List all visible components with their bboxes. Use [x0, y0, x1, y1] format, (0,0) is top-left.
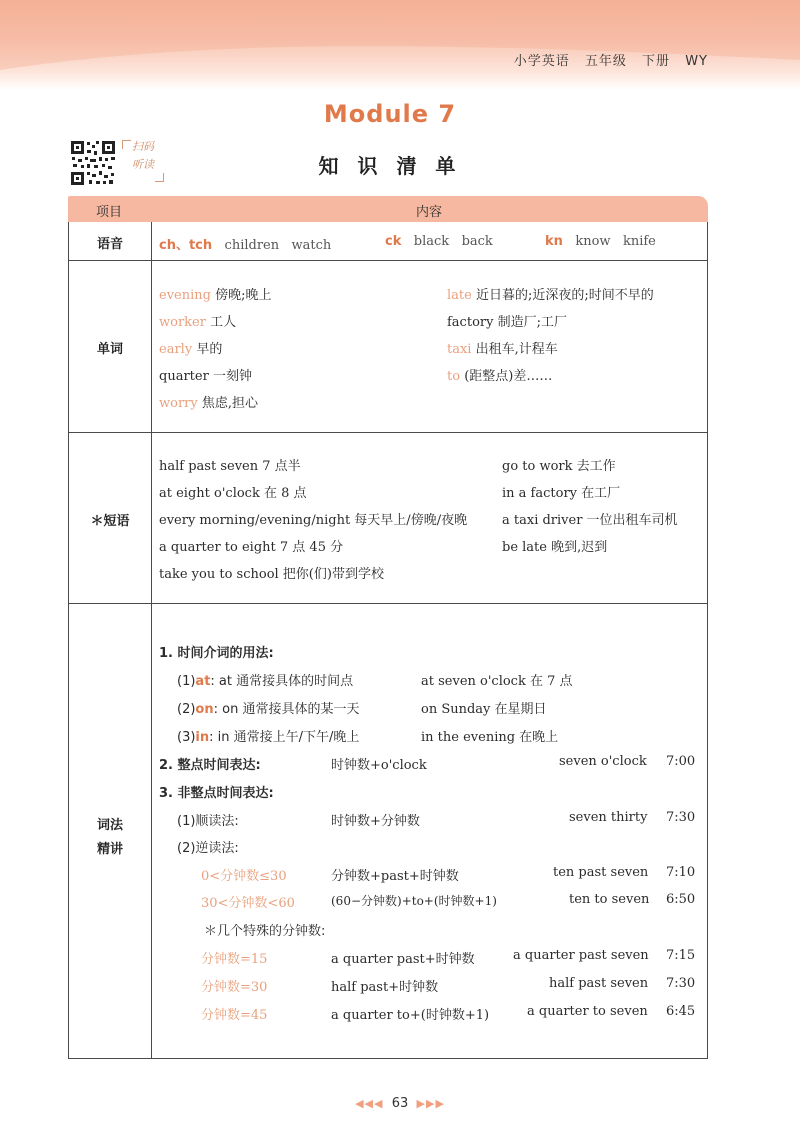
formula: half past+时钟数 [331, 980, 439, 995]
grammar-rule [177, 726, 359, 745]
formula: a quarter past+时钟数 [331, 952, 475, 967]
row-label-grammar-2: 精讲 [96, 842, 123, 857]
page-footer [0, 1096, 800, 1111]
header-col-item: 项目 [95, 205, 122, 220]
word-en: factory [447, 315, 494, 330]
formula-example: ten past seven [553, 865, 649, 880]
column-divider [151, 222, 152, 1058]
word-cn: 一刻钟 [212, 369, 252, 384]
phonics-word: back [461, 234, 493, 249]
phrase-item: a taxi driver 一位出租车司机 [502, 513, 678, 528]
word-en: taxi [447, 342, 472, 357]
row-label-phrases: ＊短语 [90, 514, 130, 529]
phonics-content [159, 234, 331, 253]
word-en: quarter [159, 369, 209, 384]
phrase-item: half past seven 7 点半 [159, 459, 301, 474]
word-item [447, 365, 552, 384]
method-label: (2)逆读法: [177, 841, 239, 856]
rule-prefix: (1) [177, 674, 196, 689]
phonics-sound: kn [545, 234, 563, 249]
row-divider [69, 432, 707, 433]
word-item [159, 392, 258, 411]
word-cn: 焦虑,担心 [201, 396, 259, 411]
rule-key: at [195, 674, 211, 689]
book-grade: 五年级 [584, 54, 627, 69]
condition: 分钟数=15 [201, 952, 268, 967]
phonics-sound: ck [385, 234, 402, 249]
book-edition: WY [685, 54, 708, 69]
word-cn: 傍晚;晚上 [215, 288, 272, 303]
word-item [447, 338, 558, 357]
table-header [68, 196, 708, 222]
word-item [159, 338, 222, 357]
phonics-word: black [413, 234, 450, 249]
phonics-word: know [575, 234, 611, 249]
word-item [159, 284, 272, 303]
special-note: ＊几个特殊的分钟数: [204, 924, 326, 939]
formula-time: 6:45 [666, 1004, 696, 1019]
phrase-item: at eight o'clock 在 8 点 [159, 486, 307, 501]
word-item [159, 365, 252, 384]
formula: a quarter to+(时钟数+1) [331, 1008, 490, 1023]
phonics-content [545, 234, 656, 249]
formula-example: seven thirty [569, 810, 648, 825]
rule-key: on [195, 702, 214, 717]
formula-time: 6:50 [666, 892, 696, 907]
phrase-item: every morning/evening/night 每天早上/傍晚/夜晚 [159, 513, 468, 528]
rule-text: : at 通常接具体的时间点 [210, 674, 354, 689]
phonics-content [385, 234, 493, 249]
formula-example: a quarter past seven [513, 948, 649, 963]
word-cn: 近日暮的;近深夜的;时间不早的 [475, 288, 654, 303]
word-en: to [447, 369, 461, 384]
grammar-section-title: 3. 非整点时间表达: [159, 786, 274, 801]
row-label-words: 单词 [96, 342, 123, 357]
phrase-item: be late 晚到,迟到 [502, 540, 608, 555]
word-en: late [447, 288, 472, 303]
phonics-word: children [224, 238, 280, 253]
row-label-phonics: 语音 [96, 237, 123, 252]
phonics-word: watch [291, 238, 332, 253]
phrase-item: go to work 去工作 [502, 459, 616, 474]
page-number: 63 [391, 1096, 409, 1111]
phonics-sound: ch、tch [159, 238, 213, 253]
formula-time: 7:00 [666, 754, 696, 769]
formula-example: a quarter to seven [527, 1004, 648, 1019]
formula-example: seven o'clock [559, 754, 647, 769]
formula-time: 7:30 [666, 976, 696, 991]
scan-line1: 扫码 [132, 140, 154, 153]
condition: 分钟数=45 [201, 1008, 268, 1023]
condition: 0<分钟数≤30 [201, 869, 287, 884]
rule-example: on Sunday 在星期日 [421, 702, 547, 717]
grammar-rule [177, 698, 359, 717]
left-arrows-icon: ◀◀◀ [355, 1097, 384, 1110]
scan-line2: 听读 [132, 158, 154, 171]
formula-example: half past seven [549, 976, 649, 991]
rule-text: : on 通常接具体的某一天 [213, 702, 360, 717]
formula: 时钟数+o'clock [331, 758, 427, 773]
phrase-item: take you to school 把你(们)带到学校 [159, 567, 384, 582]
word-en: evening [159, 288, 211, 303]
word-cn: 出租车,计程车 [475, 342, 558, 357]
row-divider [69, 260, 707, 261]
knowledge-table [68, 222, 708, 1059]
formula-example: ten to seven [569, 892, 650, 907]
word-en: worker [159, 315, 206, 330]
rule-prefix: (2) [177, 702, 196, 717]
book-subject: 小学英语 [513, 54, 570, 69]
formula-time: 7:30 [666, 810, 696, 825]
grammar-rule [177, 670, 353, 689]
grammar-section-title: 1. 时间介词的用法: [159, 646, 274, 661]
formula: (60−分钟数)+to+(时钟数+1) [331, 894, 497, 908]
formula: 分钟数+past+时钟数 [331, 869, 459, 884]
word-cn: 早的 [196, 342, 223, 357]
formula: 时钟数+分钟数 [331, 814, 420, 829]
formula-time: 7:15 [666, 948, 696, 963]
word-cn: 工人 [210, 315, 237, 330]
formula-time: 7:10 [666, 865, 696, 880]
rule-key: in [195, 730, 210, 745]
header-wave-decoration [0, 0, 800, 90]
word-cn: 制造厂;工厂 [497, 315, 567, 330]
method-label: (1)顺读法: [177, 814, 239, 829]
grammar-section-title: 2. 整点时间表达: [159, 758, 261, 773]
book-info [504, 50, 708, 69]
rule-text: : in 通常接上午/下午/晚上 [209, 730, 360, 745]
right-arrows-icon: ▶▶▶ [416, 1097, 445, 1110]
word-item [159, 311, 236, 330]
phrase-item: in a factory 在工厂 [502, 486, 621, 501]
word-item [447, 284, 654, 303]
rule-prefix: (3) [177, 730, 196, 745]
row-label-grammar-1: 词法 [96, 818, 123, 833]
rule-example: at seven o'clock 在 7 点 [421, 674, 573, 689]
phonics-word: knife [622, 234, 656, 249]
phrase-item: a quarter to eight 7 点 45 分 [159, 540, 344, 555]
word-en: worry [159, 396, 198, 411]
book-term: 下册 [642, 54, 671, 69]
row-divider [69, 603, 707, 604]
section-subtitle: 知 识 清 单 [318, 154, 462, 178]
word-cn: (距整点)差…… [464, 369, 553, 384]
condition: 30<分钟数<60 [201, 896, 295, 911]
word-en: early [159, 342, 193, 357]
header-col-content: 内容 [415, 205, 442, 220]
rule-example: in the evening 在晚上 [421, 730, 559, 745]
word-item [447, 311, 567, 330]
module-title: Module 7 [323, 100, 457, 128]
condition: 分钟数=30 [201, 980, 268, 995]
